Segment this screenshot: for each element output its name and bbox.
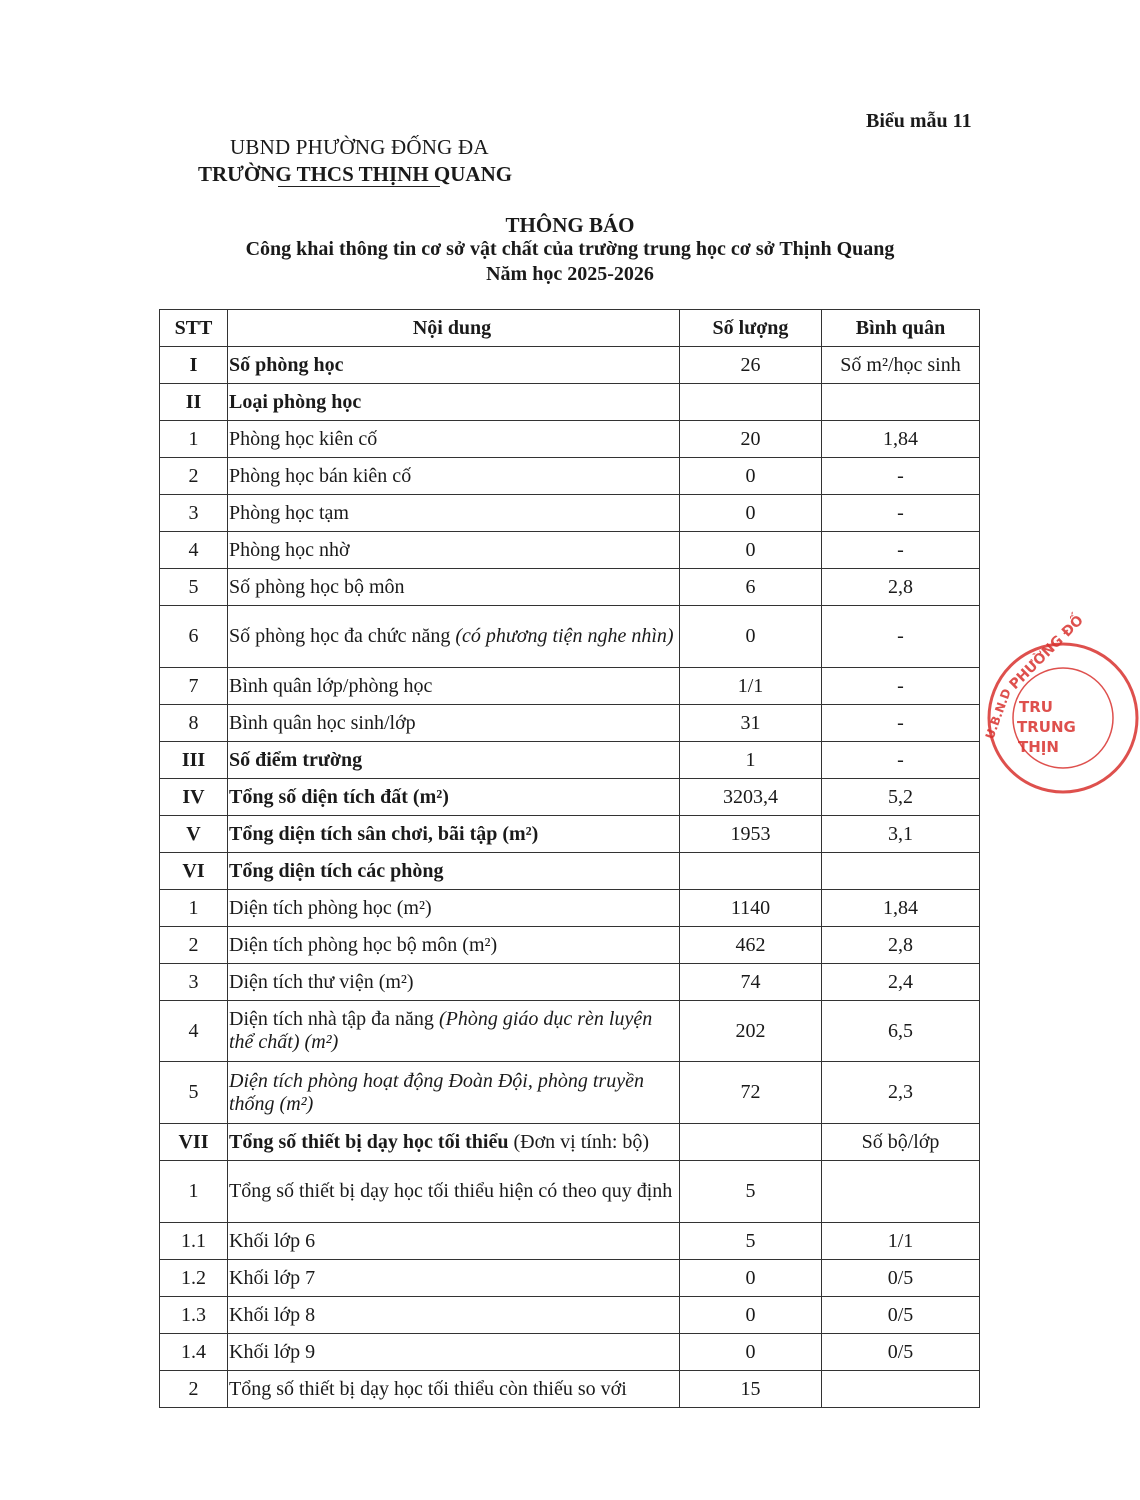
cell-stt: 1.1: [160, 1223, 228, 1260]
stamp-text-3: THỊN: [1018, 738, 1059, 756]
cell-quantity: [680, 853, 822, 890]
cell-content: [228, 816, 680, 853]
header-quantity: Số lượng: [680, 310, 822, 347]
table-row: [160, 890, 980, 927]
cell-content: [228, 1124, 680, 1161]
content-text: Bình quân học sinh/lớp: [229, 711, 416, 734]
form-number: Biểu mẫu 11: [866, 110, 972, 132]
table-row: [160, 1297, 980, 1334]
content-text: Phòng học nhờ: [229, 538, 350, 561]
cell-quantity: 31: [680, 705, 822, 742]
table-row: [160, 1161, 980, 1223]
content-text: Số phòng học bộ môn: [229, 575, 405, 598]
cell-average: [822, 1371, 980, 1408]
cell-average: 1,84: [822, 890, 980, 927]
cell-quantity: 5: [680, 1223, 822, 1260]
content-text: Khối lớp 7: [229, 1266, 316, 1289]
cell-stt: IV: [160, 779, 228, 816]
cell-quantity: 1953: [680, 816, 822, 853]
table-row: [160, 853, 980, 890]
cell-average: 0/5: [822, 1297, 980, 1334]
content-text: Diện tích nhà tập đa năng: [229, 1008, 434, 1030]
cell-content: [228, 532, 680, 569]
content-text: Khối lớp 9: [229, 1340, 316, 1363]
cell-average: 1,84: [822, 421, 980, 458]
cell-quantity: [680, 384, 822, 421]
cell-quantity: [680, 1124, 822, 1161]
content-text: Tổng diện tích các phòng: [229, 859, 444, 882]
table-row: [160, 347, 980, 384]
table-row: [160, 1371, 980, 1408]
content-text: Diện tích phòng học (m²): [229, 896, 432, 919]
cell-average: [822, 853, 980, 890]
facilities-table: [159, 309, 980, 1408]
cell-stt: 3: [160, 964, 228, 1001]
cell-stt: 8: [160, 705, 228, 742]
cell-stt: 4: [160, 1001, 228, 1062]
cell-average: 3,1: [822, 816, 980, 853]
cell-quantity: 26: [680, 347, 822, 384]
cell-quantity: 462: [680, 927, 822, 964]
cell-stt: 1: [160, 1161, 228, 1223]
cell-average: [822, 384, 980, 421]
table-row: [160, 421, 980, 458]
cell-content: [228, 927, 680, 964]
cell-content: [228, 569, 680, 606]
table-row: [160, 495, 980, 532]
cell-quantity: 0: [680, 1260, 822, 1297]
table-row: [160, 1001, 980, 1062]
cell-quantity: 0: [680, 1334, 822, 1371]
table-row: [160, 964, 980, 1001]
content-unit: (Đơn vị tính: bộ): [513, 1130, 650, 1153]
table-row: [160, 1062, 980, 1124]
content-text: Loại phòng học: [229, 390, 362, 413]
content-text: Phòng học bán kiên cố: [229, 464, 412, 487]
header-stt: STT: [160, 310, 228, 347]
stamp-text-1: TRU: [1019, 698, 1053, 716]
cell-stt: I: [160, 347, 228, 384]
content-text: Phòng học tạm: [229, 501, 349, 524]
stamp-text-side: U.B.N.D: [982, 686, 1014, 742]
cell-quantity: 5: [680, 1161, 822, 1223]
content-text: Bình quân lớp/phòng học: [229, 674, 433, 697]
cell-average: -: [822, 532, 980, 569]
cell-stt: VII: [160, 1124, 228, 1161]
table-row: [160, 705, 980, 742]
cell-average: -: [822, 606, 980, 668]
header-content: Nội dung: [228, 310, 680, 347]
cell-average: 0/5: [822, 1334, 980, 1371]
table-row: [160, 816, 980, 853]
cell-average: 2,3: [822, 1062, 980, 1124]
cell-stt: 1: [160, 421, 228, 458]
table-row: [160, 742, 980, 779]
cell-average: -: [822, 705, 980, 742]
authority-name: UBND PHƯỜNG ĐỐNG ĐA: [230, 135, 489, 159]
cell-quantity: 0: [680, 606, 822, 668]
table-header-row: [160, 310, 980, 347]
cell-stt: 6: [160, 606, 228, 668]
content-text: Phòng học kiên cố: [229, 427, 378, 450]
cell-stt: II: [160, 384, 228, 421]
content-text: Diện tích phòng học bộ môn (m²): [229, 933, 498, 956]
content-text: Số điểm trường: [229, 748, 363, 771]
stamp-text-2: TRUNG: [1017, 718, 1076, 736]
table-row: [160, 779, 980, 816]
cell-content: [228, 779, 680, 816]
content-text: Số phòng học đa chức năng: [229, 625, 451, 647]
cell-average: 0/5: [822, 1260, 980, 1297]
cell-content: [228, 421, 680, 458]
cell-quantity: 1: [680, 742, 822, 779]
cell-average: 1/1: [822, 1223, 980, 1260]
cell-average: Số m²/học sinh: [822, 347, 980, 384]
header-average: Bình quân: [822, 310, 980, 347]
cell-content: [228, 1062, 680, 1124]
table-row: [160, 606, 980, 668]
cell-content: [228, 668, 680, 705]
content-text: Tổng diện tích sân chơi, bãi tập (m²): [229, 822, 539, 845]
table-row: [160, 1223, 980, 1260]
table-row: [160, 532, 980, 569]
cell-average: -: [822, 495, 980, 532]
cell-content: [228, 1223, 680, 1260]
cell-content: [228, 1001, 680, 1062]
header-underline: [278, 186, 440, 187]
cell-quantity: 202: [680, 1001, 822, 1062]
cell-average: -: [822, 668, 980, 705]
cell-content: [228, 853, 680, 890]
cell-quantity: 72: [680, 1062, 822, 1124]
cell-quantity: 6: [680, 569, 822, 606]
cell-content: [228, 1297, 680, 1334]
cell-average: 5,2: [822, 779, 980, 816]
cell-quantity: 15: [680, 1371, 822, 1408]
content-text: Tổng số diện tích đất (m²): [229, 785, 449, 808]
cell-stt: 1.2: [160, 1260, 228, 1297]
cell-content: [228, 458, 680, 495]
cell-stt: 7: [160, 668, 228, 705]
school-name: TRƯỜNG THCS THỊNH QUANG: [198, 162, 513, 186]
content-note: (Phòng giáo dục rèn luyện thể chất) (m²): [229, 1008, 653, 1053]
cell-quantity: 0: [680, 1297, 822, 1334]
content-note: (có phương tiện nghe nhìn): [455, 625, 674, 647]
cell-quantity: 0: [680, 495, 822, 532]
content-text: Khối lớp 8: [229, 1303, 316, 1326]
cell-quantity: 1/1: [680, 668, 822, 705]
cell-content: [228, 705, 680, 742]
cell-stt: 1: [160, 890, 228, 927]
cell-stt: 1.3: [160, 1297, 228, 1334]
cell-content: [228, 742, 680, 779]
cell-stt: 2: [160, 458, 228, 495]
content-text: Tổng số thiết bị dạy học tối thiểu còn thiếu so với: [229, 1377, 627, 1400]
content-text: Khối lớp 6: [229, 1229, 316, 1252]
official-stamp: [982, 612, 1135, 800]
content-text: Diện tích thư viện (m²): [229, 970, 414, 993]
cell-content: [228, 1161, 680, 1223]
cell-stt: VI: [160, 853, 228, 890]
cell-average: 6,5: [822, 1001, 980, 1062]
cell-stt: 1.4: [160, 1334, 228, 1371]
cell-content: [228, 964, 680, 1001]
cell-quantity: 74: [680, 964, 822, 1001]
cell-content: [228, 606, 680, 668]
cell-content: [228, 890, 680, 927]
stamp-text-top: PHƯỜNG ĐỐ: [1006, 612, 1087, 693]
table-row: [160, 927, 980, 964]
cell-quantity: 20: [680, 421, 822, 458]
table-row: [160, 458, 980, 495]
content-text: Số phòng học: [229, 353, 344, 376]
table-row: [160, 569, 980, 606]
cell-content: [228, 1260, 680, 1297]
cell-average: 2,8: [822, 927, 980, 964]
table-row: [160, 668, 980, 705]
cell-content: [228, 347, 680, 384]
table-row: [160, 384, 980, 421]
cell-average: -: [822, 742, 980, 779]
table-row: [160, 1260, 980, 1297]
cell-content: [228, 1334, 680, 1371]
cell-stt: 5: [160, 569, 228, 606]
cell-stt: 4: [160, 532, 228, 569]
cell-average: -: [822, 458, 980, 495]
content-text: Tổng số thiết bị dạy học tối thiểu: [229, 1130, 509, 1153]
table-row: [160, 1334, 980, 1371]
cell-stt: 2: [160, 1371, 228, 1408]
cell-content: [228, 384, 680, 421]
content-note: Diện tích phòng hoạt động Đoàn Đội, phòng truyền thống (m²): [229, 1069, 644, 1115]
cell-quantity: 3203,4: [680, 779, 822, 816]
cell-quantity: 0: [680, 532, 822, 569]
cell-stt: V: [160, 816, 228, 853]
doc-year: Năm học 2025-2026: [486, 263, 654, 285]
table-row: [160, 1124, 980, 1161]
doc-subtitle: Công khai thông tin cơ sở vật chất của trường trung học cơ sở Thịnh Quang: [245, 238, 895, 260]
cell-content: [228, 1371, 680, 1408]
cell-average: [822, 1161, 980, 1223]
cell-average: Số bộ/lớp: [822, 1124, 980, 1161]
cell-average: 2,4: [822, 964, 980, 1001]
cell-stt: III: [160, 742, 228, 779]
cell-quantity: 0: [680, 458, 822, 495]
cell-stt: 2: [160, 927, 228, 964]
content-text: Tổng số thiết bị dạy học tối thiểu hiện có theo quy định: [229, 1180, 673, 1202]
doc-title: THÔNG BÁO: [505, 213, 635, 237]
cell-stt: 5: [160, 1062, 228, 1124]
cell-stt: 3: [160, 495, 228, 532]
cell-quantity: 1140: [680, 890, 822, 927]
cell-average: 2,8: [822, 569, 980, 606]
cell-content: [228, 495, 680, 532]
